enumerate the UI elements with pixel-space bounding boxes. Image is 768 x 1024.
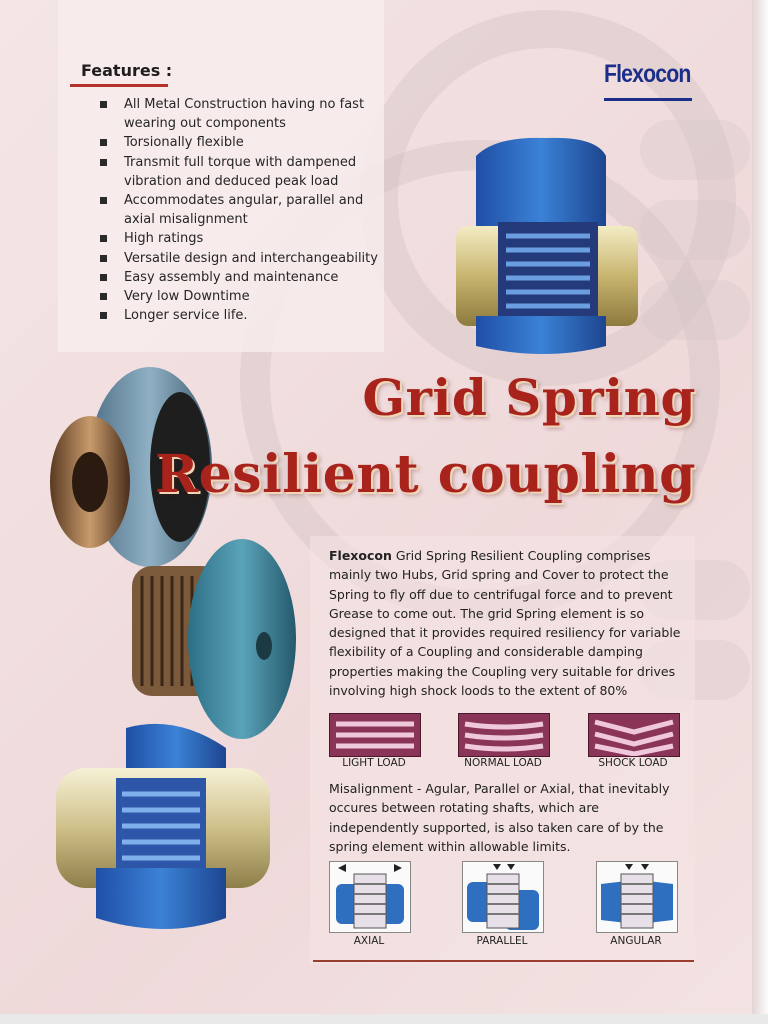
square-bullet-icon bbox=[100, 235, 107, 242]
headline-line-2: Resilient coupling bbox=[154, 444, 696, 505]
features-list bbox=[100, 95, 380, 325]
feature-item: Torsionally flexible bbox=[100, 133, 380, 152]
shock-load-label: SHOCK LOAD bbox=[598, 757, 668, 769]
parallel-misalignment-diagram bbox=[462, 861, 544, 933]
feature-item: Longer service life. bbox=[100, 306, 380, 325]
description-text: Grid Spring Resilient Coupling comprises mainly two Hubs, Grid spring and Cover to protect the Spring to fly off due to centrifugal force and to prevent Grease to come out. The grid Spring element is so designed that it provides required resiliency for variable flexibility of a Coupling and considerable damping properties making the Coupling very suitable for drives involving high shock loods to the extent of 80% bbox=[329, 548, 681, 699]
feature-item: Very low Downtime bbox=[100, 287, 380, 306]
light-load-diagram bbox=[329, 713, 421, 757]
headline-line-1: Grid Spring bbox=[362, 368, 696, 427]
misalignment-description: Misalignment - Agular, Parallel or Axial, that inevitably occures between rotating shafts, which are independently supported, is also taken care of by the spring element within allowable limits. bbox=[329, 781, 670, 854]
brand-logo-underline bbox=[604, 98, 692, 101]
page-edge-shadow bbox=[752, 0, 768, 1024]
coupling-cutaway-photo bbox=[56, 718, 272, 938]
angular-label: ANGULAR bbox=[610, 935, 662, 947]
description-brand: Flexocon bbox=[329, 548, 392, 563]
features-heading-underline bbox=[70, 84, 168, 87]
coupling-grid-hub-photo bbox=[124, 536, 300, 742]
product-description bbox=[329, 546, 683, 700]
feature-item: All Metal Construction having no fast wearing out components bbox=[100, 95, 380, 133]
feature-item: Accommodates angular, parallel and axial misalignment bbox=[100, 191, 380, 229]
axial-label: AXIAL bbox=[353, 935, 385, 947]
square-bullet-icon bbox=[100, 255, 107, 262]
normal-load-diagram bbox=[458, 713, 550, 757]
brand-logo: Flexocon bbox=[604, 60, 691, 88]
square-bullet-icon bbox=[100, 197, 107, 204]
axial-misalignment-diagram bbox=[329, 861, 411, 933]
background-grid-bar bbox=[640, 120, 750, 180]
page-bottom-edge bbox=[0, 1014, 768, 1024]
feature-item: High ratings bbox=[100, 229, 380, 248]
square-bullet-icon bbox=[100, 159, 107, 166]
light-load-label: LIGHT LOAD bbox=[342, 757, 406, 769]
coupling-assembled-photo bbox=[456, 136, 638, 362]
square-bullet-icon bbox=[100, 101, 107, 108]
square-bullet-icon bbox=[100, 312, 107, 319]
square-bullet-icon bbox=[100, 139, 107, 146]
feature-item: Easy assembly and maintenance bbox=[100, 268, 380, 287]
square-bullet-icon bbox=[100, 274, 107, 281]
background-grid-bar bbox=[640, 200, 750, 260]
features-heading: Features : bbox=[81, 61, 173, 80]
shock-load-diagram bbox=[588, 713, 680, 757]
feature-item: Versatile design and interchangeability bbox=[100, 249, 380, 268]
background-grid-bar bbox=[640, 280, 750, 340]
angular-misalignment-diagram bbox=[596, 861, 678, 933]
square-bullet-icon bbox=[100, 293, 107, 300]
normal-load-label: NORMAL LOAD bbox=[464, 757, 542, 769]
bottom-divider bbox=[313, 960, 694, 962]
feature-item: Transmit full torque with dampened vibration and deduced peak load bbox=[100, 153, 380, 191]
parallel-label: PARALLEL bbox=[476, 935, 528, 947]
